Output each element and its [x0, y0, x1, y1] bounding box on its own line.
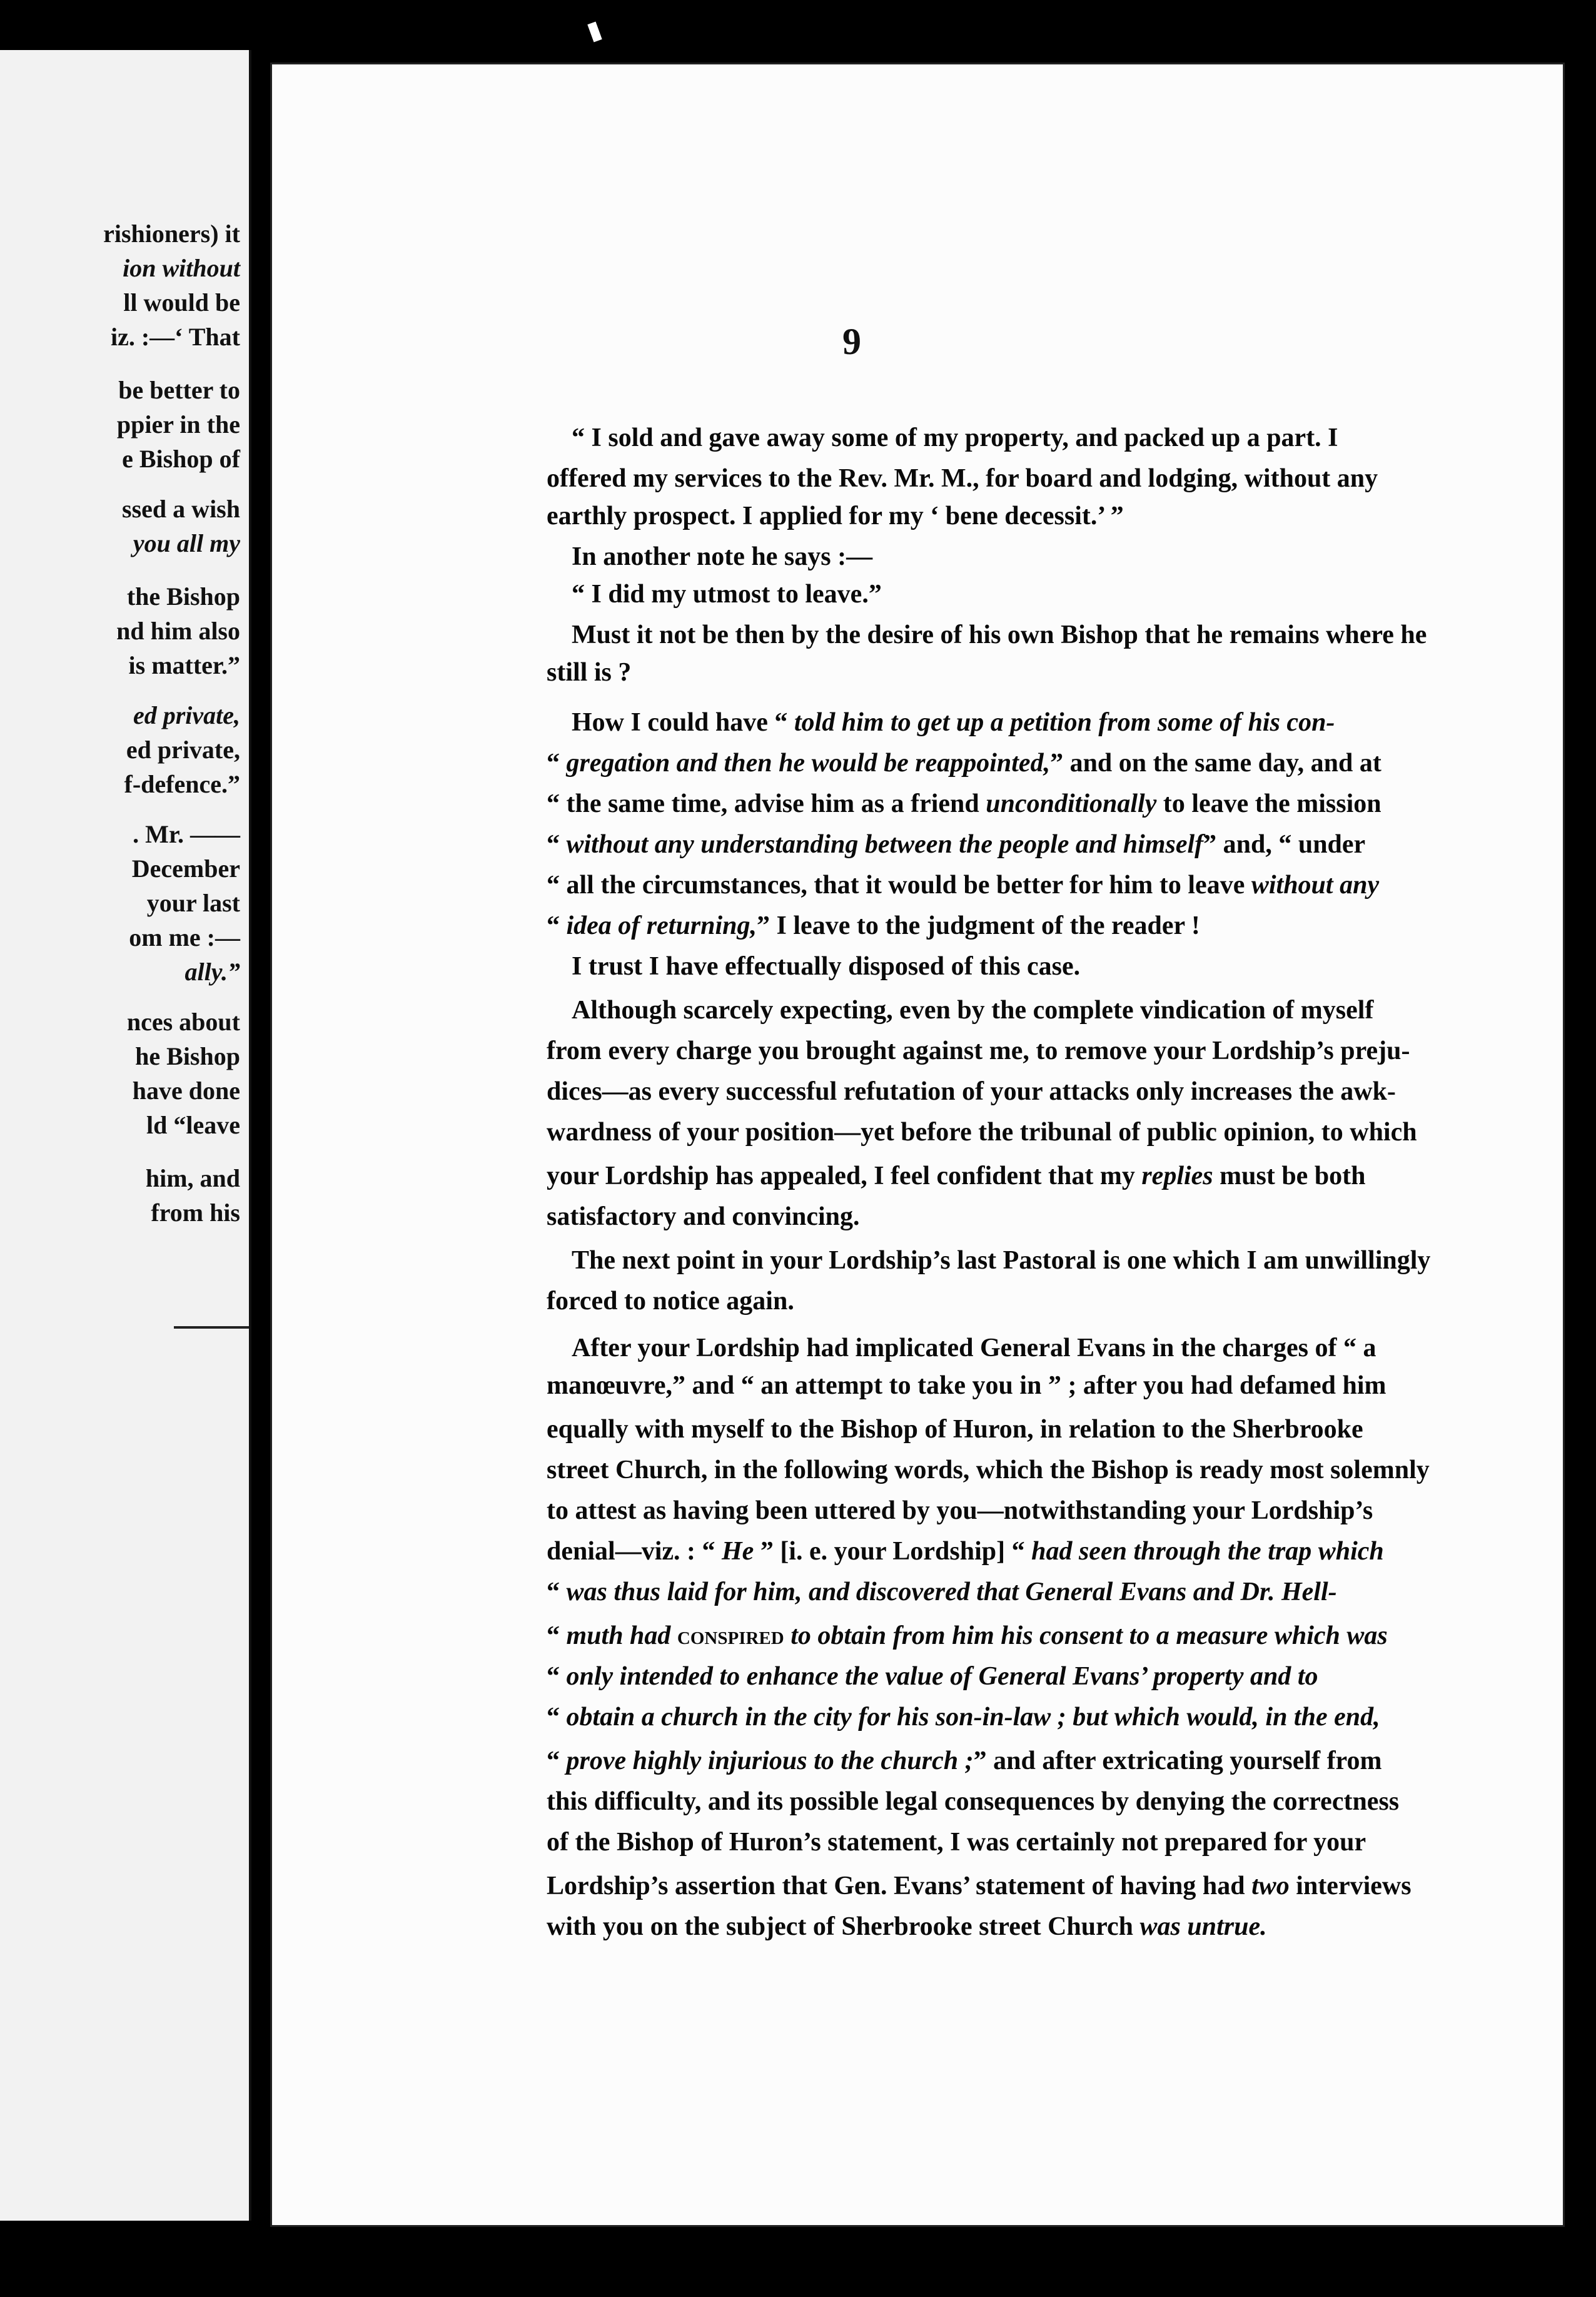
text-run: Must it not be then by the desire of his own Bishop that he remains where he — [572, 621, 1427, 649]
text-line — [572, 707, 1335, 738]
text-line — [547, 1454, 1430, 1486]
text-run: denial—viz. : “ — [547, 1537, 722, 1566]
text-line — [572, 951, 1080, 982]
text-run: from every charge you brought against me, to remove your Lordship’s preju- — [547, 1037, 1410, 1065]
text-run: earthly prospect. I applied for my ‘ bene decessit.’ ” — [547, 502, 1124, 530]
text-run: unconditionally — [986, 789, 1157, 818]
text-run: “ — [547, 911, 567, 940]
text-run: gregation and then he would be reappointed, — [566, 749, 1051, 778]
text-run: two — [1251, 1872, 1290, 1900]
text-line — [572, 579, 882, 610]
facing-page-line: ssed a wish — [122, 495, 240, 523]
text-line — [547, 657, 631, 688]
facing-page-line: iz. :—‘ That — [110, 323, 240, 351]
text-line — [547, 1117, 1417, 1148]
text-run: forced to notice again. — [547, 1287, 794, 1316]
text-line — [547, 1285, 794, 1317]
text-run: “ — [547, 1621, 567, 1650]
text-run: idea of returning, — [566, 911, 757, 940]
text-run: only intended to enhance the value of General Evans’ property and to — [566, 1662, 1318, 1691]
text-run: replies — [1141, 1162, 1213, 1190]
text-run: manœuvre,” and “ an attempt to take you in ” ; after you had defamed him — [547, 1371, 1386, 1400]
text-run: street Church, in the following words, which the Bishop is ready most solemnly — [547, 1456, 1430, 1484]
text-run: to leave the mission — [1156, 789, 1381, 818]
text-run: ” and on the same day, and at — [1050, 749, 1381, 778]
facing-page-line: your last — [146, 889, 240, 917]
facing-page-line: from his — [151, 1199, 240, 1227]
text-run: had seen through the trap which — [1031, 1537, 1384, 1566]
text-run: Although scarcely expecting, even by the complete vindication of myself — [572, 996, 1374, 1025]
text-line — [547, 1786, 1399, 1817]
text-line — [547, 463, 1378, 494]
facing-page-line: ion without — [123, 254, 240, 282]
facing-page-line: ed private, — [133, 701, 240, 729]
text-run: dices—as every successful refutation of your attacks only increases the awk- — [547, 1077, 1396, 1106]
text-run: He — [722, 1537, 754, 1566]
text-line — [547, 1827, 1366, 1858]
text-line — [547, 748, 1381, 779]
facing-page-line: om me :— — [129, 923, 240, 951]
text-run: “ — [547, 1747, 567, 1775]
text-line — [572, 619, 1427, 651]
text-run: I trust I have effectually disposed of this case. — [572, 952, 1081, 981]
text-run: “ all the circumstances, that it would be better for him to leave — [547, 871, 1251, 900]
text-run: “ I did my utmost to leave.” — [572, 580, 882, 609]
text-run: “ the same time, advise him as a friend — [547, 789, 986, 818]
text-run: ” I leave to the judgment of the reader ! — [757, 911, 1200, 940]
text-line — [547, 1495, 1373, 1526]
text-run: wardness of your position—yet before the tribunal of public opinion, to which — [547, 1118, 1417, 1147]
text-run: satisfactory and convincing. — [547, 1202, 860, 1231]
text-run: ” and after extricating yourself from — [973, 1747, 1382, 1775]
text-run: still is ? — [547, 658, 632, 687]
text-line — [547, 1076, 1396, 1107]
text-line — [547, 829, 1365, 860]
text-line — [547, 1620, 1388, 1651]
scan-mark — [587, 22, 602, 43]
text-run: of the Bishop of Huron’s statement, I was certainly not prepared for your — [547, 1828, 1366, 1857]
text-run: to obtain from him his consent to a measure which was — [784, 1621, 1388, 1650]
facing-page-line: ed private, — [126, 736, 240, 764]
text-run: conspired — [677, 1621, 784, 1650]
page-number: 9 — [842, 321, 861, 362]
facing-page-line: ll would be — [123, 288, 240, 317]
facing-page-line: December — [131, 854, 240, 883]
text-line — [547, 910, 1200, 941]
text-run: “ I sold and gave away some of my property, and packed up a part. I — [572, 423, 1338, 452]
text-run: obtain a church in the city for his son-in-law ; but which would, in the end, — [566, 1703, 1380, 1732]
text-run: ” [i. e. your Lordship] “ — [754, 1537, 1032, 1566]
text-run: “ — [547, 1578, 567, 1606]
text-line — [572, 422, 1338, 454]
text-run: with you on the subject of Sherbrooke street Church — [547, 1912, 1140, 1941]
text-run: was untrue. — [1139, 1912, 1267, 1941]
text-run: The next point in your Lordship’s last Pastoral is one which I am unwillingly — [572, 1246, 1431, 1275]
facing-page-line: . Mr. —— — [133, 820, 240, 848]
facing-page-line: f-defence.” — [124, 770, 240, 798]
text-line — [547, 1201, 860, 1232]
text-line — [547, 1701, 1380, 1733]
text-line — [547, 1661, 1318, 1692]
text-run: After your Lordship had implicated General Evans in the charges of “ a — [572, 1334, 1376, 1362]
text-line — [547, 1370, 1386, 1401]
text-run: this difficulty, and its possible legal consequences by denying the correctness — [547, 1787, 1400, 1816]
facing-page-line: he Bishop — [135, 1042, 240, 1070]
text-run: “ — [547, 749, 567, 778]
text-run: In another note he says :— — [572, 542, 873, 571]
facing-page-line: the Bishop — [126, 582, 240, 611]
text-run: to attest as having been uttered by you—notwithstanding your Lordship’s — [547, 1496, 1373, 1525]
facing-page-line: ppier in the — [116, 410, 240, 439]
text-line — [572, 1245, 1430, 1276]
text-line — [547, 870, 1379, 901]
text-run: your Lordship has appealed, I feel confident that my — [547, 1162, 1142, 1190]
facing-page-line: ally.” — [184, 958, 240, 986]
text-run: must be both — [1213, 1162, 1366, 1190]
facing-page-line: rishioners) it — [103, 220, 240, 248]
facing-page-line: ld “leave — [146, 1111, 240, 1139]
text-line — [547, 1911, 1267, 1942]
facing-page-line: have done — [132, 1077, 240, 1105]
text-run: was thus laid for him, and discovered that General Evans and Dr. Hell- — [566, 1578, 1337, 1606]
text-run: told him to get up a petition from some of his con- — [794, 708, 1335, 737]
facing-page-line: him, and — [145, 1164, 240, 1192]
facing-page-line: you all my — [133, 529, 240, 557]
text-line — [572, 541, 872, 572]
document-page — [270, 63, 1565, 2227]
facing-page-line: nd him also — [116, 617, 240, 645]
facing-page-line: be better to — [118, 376, 240, 404]
text-line — [572, 995, 1373, 1026]
text-line — [547, 500, 1124, 532]
text-line — [547, 1160, 1366, 1192]
text-run: offered my services to the Rev. Mr. M., for board and lodging, without any — [547, 464, 1378, 493]
text-run: without any — [1251, 871, 1380, 900]
text-line — [547, 1414, 1363, 1445]
text-run: How I could have “ — [572, 708, 794, 737]
text-line — [547, 788, 1381, 819]
facing-page-rule — [174, 1326, 249, 1329]
facing-page-line: e Bishop of — [122, 445, 240, 473]
facing-page-line: is matter.” — [128, 651, 240, 679]
text-line — [572, 1332, 1376, 1364]
text-run: without any understanding between the people and himself — [566, 830, 1204, 859]
facing-page-fragment — [0, 50, 251, 2221]
text-run: Lordship’s assertion that Gen. Evans’ statement of having had — [547, 1872, 1252, 1900]
text-line — [547, 1576, 1337, 1608]
text-run: “ — [547, 830, 567, 859]
text-run: equally with myself to the Bishop of Huron, in relation to the Sherbrooke — [547, 1415, 1363, 1444]
text-run: interviews — [1289, 1872, 1412, 1900]
text-run: “ — [547, 1662, 567, 1691]
facing-page-line: nces about — [126, 1008, 240, 1036]
text-line — [547, 1035, 1410, 1067]
text-run: ” and, “ under — [1203, 830, 1366, 859]
text-line — [547, 1536, 1384, 1567]
text-run: “ — [547, 1703, 567, 1732]
text-run: muth had — [566, 1621, 677, 1650]
text-line — [547, 1745, 1381, 1777]
text-run: prove highly injurious to the church ; — [566, 1747, 974, 1775]
text-line — [547, 1870, 1412, 1902]
